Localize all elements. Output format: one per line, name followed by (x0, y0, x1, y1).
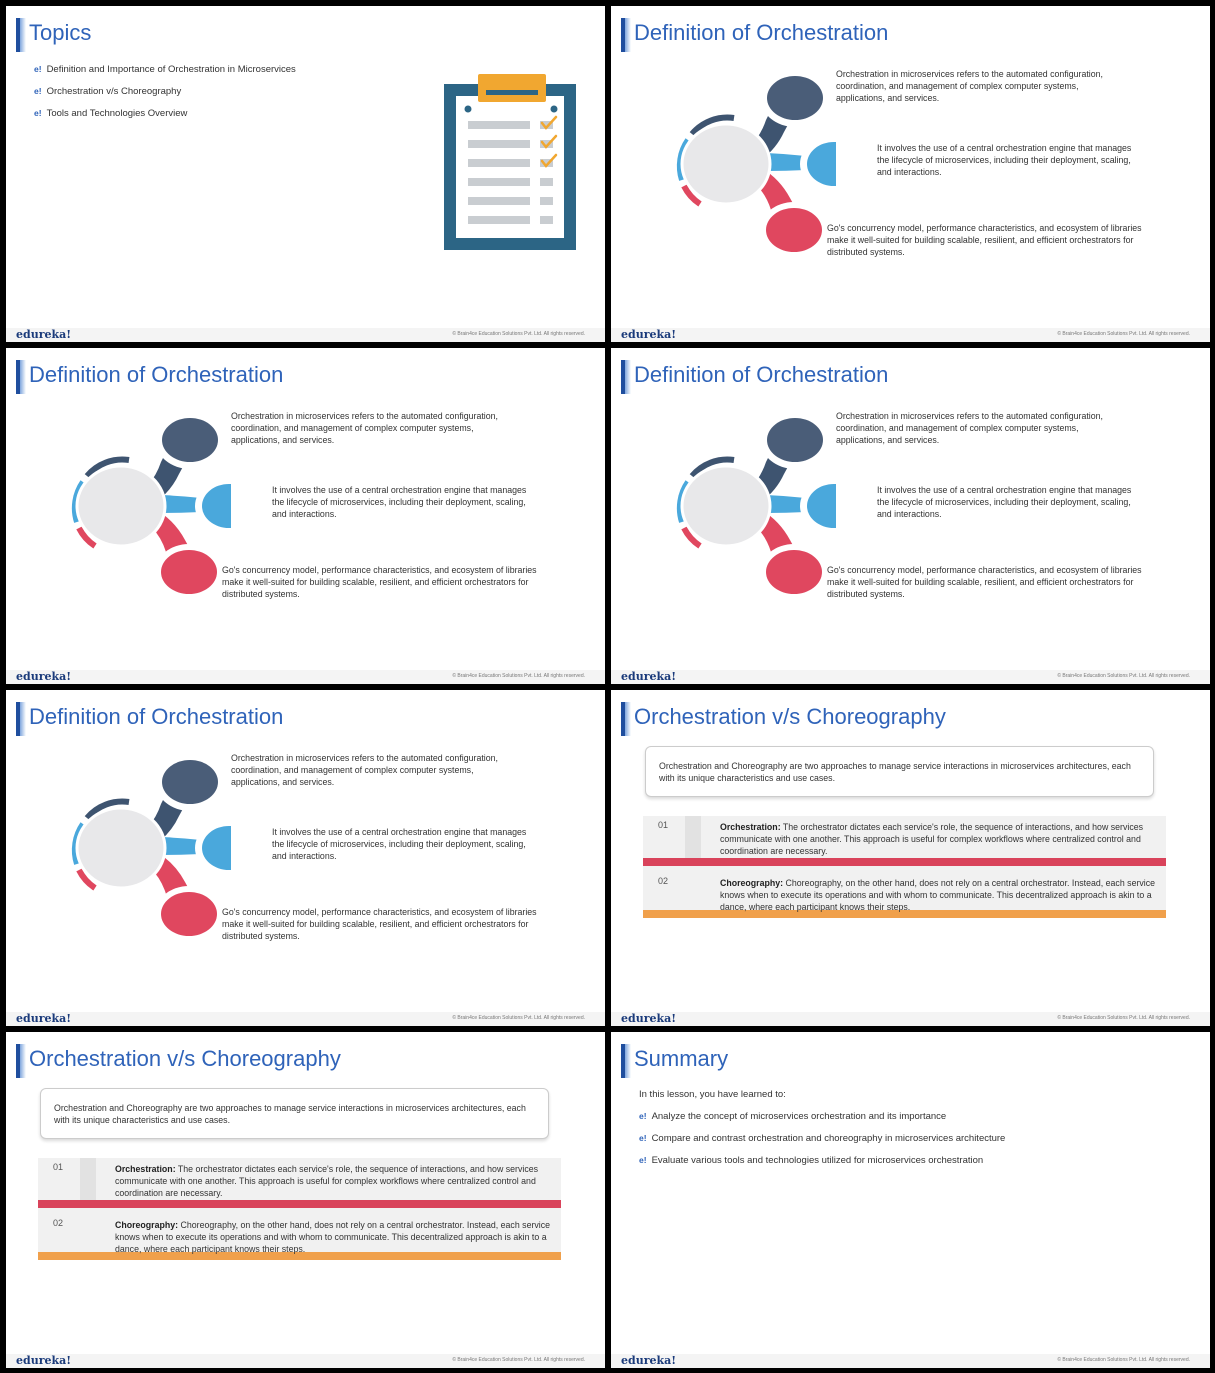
slide-comparison (611, 690, 1210, 1026)
hub-diagram-icon (61, 402, 231, 608)
slide-footer (6, 1354, 605, 1368)
definition-paragraph-1: Orchestration in microservices refers to the automated configuration, coordination, and management of complex computer systems, applications, and services. (836, 69, 1103, 103)
bullet-icon: e! (34, 86, 42, 96)
slide-title: Definition of Orchestration (634, 362, 889, 387)
copyright-text: © Brain4ce Education Solutions Pvt. Ltd. All rights reserved. (1057, 1015, 1190, 1021)
row-band-red (38, 1200, 561, 1208)
definition-paragraph-1: Orchestration in microservices refers to the automated configuration, coordination, and management of complex computer systems, applications, and services. (836, 411, 1103, 445)
title-accent-gradient (20, 18, 26, 52)
slide-definition (611, 6, 1210, 342)
slide-title: Summary (634, 1046, 729, 1071)
hub-diagram-icon (666, 60, 836, 266)
definition-paragraph-3: Go's concurrency model, performance characteristics, and ecosystem of libraries make it well-suited for building scalable, resilient, and efficient orchestrators for distributed systems. (222, 565, 537, 599)
slide-footer (611, 670, 1210, 684)
topic-item: e! Tools and Technologies Overview (34, 108, 188, 119)
edureka-logo: edureka! (621, 1012, 677, 1025)
edureka-logo: edureka! (16, 1012, 72, 1025)
definition-paragraph-3: Go's concurrency model, performance characteristics, and ecosystem of libraries make it well-suited for building scalable, resilient, and efficient orchestrators for distributed systems. (827, 565, 1142, 599)
slide-footer (6, 328, 605, 342)
slide-title: Definition of Orchestration (29, 362, 284, 387)
edureka-logo: edureka! (621, 1354, 677, 1367)
slide-title: Definition of Orchestration (29, 704, 284, 729)
definition-paragraph-3: Go's concurrency model, performance characteristics, and ecosystem of libraries make it well-suited for building scalable, resilient, and efficient orchestrators for distributed systems. (827, 223, 1142, 257)
slide-title: Orchestration v/s Choreography (634, 704, 946, 729)
slide-title: Orchestration v/s Choreography (29, 1046, 341, 1071)
slide-footer (611, 1354, 1210, 1368)
copyright-text: © Brain4ce Education Solutions Pvt. Ltd. All rights reserved. (1057, 1357, 1190, 1363)
slide-definition (611, 348, 1210, 684)
definition-paragraph-1: Orchestration in microservices refers to the automated configuration, coordination, and management of complex computer systems, applications, and services. (231, 411, 498, 445)
definition-paragraph-1: Orchestration in microservices refers to the automated configuration, coordination, and management of complex computer systems, applications, and services. (231, 753, 498, 787)
row-band-red (643, 858, 1166, 866)
slide-footer (611, 328, 1210, 342)
copyright-text: © Brain4ce Education Solutions Pvt. Ltd. All rights reserved. (452, 331, 585, 337)
slide-summary (611, 1032, 1210, 1368)
edureka-logo: edureka! (16, 328, 72, 341)
copyright-text: © Brain4ce Education Solutions Pvt. Ltd. All rights reserved. (1057, 673, 1190, 679)
choreography-description: Choreography: Choreography, on the other hand, does not rely on a central orchestrator. Instead, each service knows when to execute its operations and with whom to communicate. This decentralized approach is akin to a dance, where each participant knows their steps. (115, 1220, 551, 1254)
title-accent-gradient (625, 1044, 631, 1078)
edureka-logo: edureka! (16, 670, 72, 683)
bullet-icon: e! (639, 1133, 647, 1143)
bullet-icon: e! (639, 1155, 647, 1165)
hub-diagram-icon (666, 402, 836, 608)
slide-definition (6, 690, 605, 1026)
clipboard-checklist-icon (442, 72, 578, 252)
orchestration-description: Orchestration: The orchestrator dictates each service's role, the sequence of interactions, and how services communicate with one another. This approach is useful for complex workflows where centralized control and coordination are necessary. (720, 822, 1144, 856)
title-accent-gradient (625, 18, 631, 52)
bullet-icon: e! (34, 108, 42, 118)
topic-item: e! Orchestration v/s Choreography (34, 86, 182, 97)
title-accent-gradient (20, 360, 26, 394)
row-number: 01 (658, 820, 669, 830)
copyright-text: © Brain4ce Education Solutions Pvt. Ltd. All rights reserved. (1057, 331, 1190, 337)
summary-intro: In this lesson, you have learned to: (639, 1089, 786, 1100)
slide-title: Definition of Orchestration (634, 20, 889, 45)
copyright-text: © Brain4ce Education Solutions Pvt. Ltd. All rights reserved. (452, 1015, 585, 1021)
definition-paragraph-2: It involves the use of a central orchestration engine that manages the lifecycle of microservices, including their deployment, scaling, and interactions. (272, 485, 527, 519)
definition-paragraph-2: It involves the use of a central orchestration engine that manages the lifecycle of microservices, including their deployment, scaling, and interactions. (877, 485, 1132, 519)
orchestration-description: Orchestration: The orchestrator dictates each service's role, the sequence of interactions, and how services communicate with one another. This approach is useful for complex workflows where centralized control and coordination are necessary. (115, 1164, 539, 1198)
comparison-intro-box: Orchestration and Choreography are two approaches to manage service interactions in microservices architectures, each with its unique characteristics and use cases. (40, 1088, 549, 1139)
definition-paragraph-2: It involves the use of a central orchestration engine that manages the lifecycle of microservices, including their deployment, scaling, and interactions. (877, 143, 1132, 177)
hub-diagram-icon (61, 744, 231, 950)
edureka-logo: edureka! (621, 670, 677, 683)
slide-footer (6, 1012, 605, 1026)
slide-topics (6, 6, 605, 342)
bullet-icon: e! (34, 64, 42, 74)
edureka-logo: edureka! (621, 328, 677, 341)
comparison-intro-box: Orchestration and Choreography are two approaches to manage service interactions in microservices architectures, each with its unique characteristics and use cases. (645, 746, 1154, 797)
slide-comparison (6, 1032, 605, 1368)
summary-item: e! Analyze the concept of microservices orchestration and its importance (639, 1111, 947, 1122)
title-accent-gradient (20, 1044, 26, 1078)
summary-item: e! Evaluate various tools and technologies utilized for microservices orchestration (639, 1155, 984, 1166)
copyright-text: © Brain4ce Education Solutions Pvt. Ltd. All rights reserved. (452, 673, 585, 679)
summary-item: e! Compare and contrast orchestration and choreography in microservices architecture (639, 1133, 1006, 1144)
slide-footer (611, 1012, 1210, 1026)
slide-title: Topics (29, 20, 92, 45)
slide-footer (6, 670, 605, 684)
definition-paragraph-2: It involves the use of a central orchestration engine that manages the lifecycle of microservices, including their deployment, scaling, and interactions. (272, 827, 527, 861)
title-accent-gradient (625, 702, 631, 736)
title-accent-gradient (20, 702, 26, 736)
definition-paragraph-3: Go's concurrency model, performance characteristics, and ecosystem of libraries make it well-suited for building scalable, resilient, and efficient orchestrators for distributed systems. (222, 907, 537, 941)
row-number: 02 (658, 876, 669, 886)
title-accent-gradient (625, 360, 631, 394)
row-number: 01 (53, 1162, 64, 1172)
copyright-text: © Brain4ce Education Solutions Pvt. Ltd. All rights reserved. (452, 1357, 585, 1363)
slide-definition (6, 348, 605, 684)
topic-item: e! Definition and Importance of Orchestration in Microservices (34, 64, 296, 75)
edureka-logo: edureka! (16, 1354, 72, 1367)
bullet-icon: e! (639, 1111, 647, 1121)
choreography-description: Choreography: Choreography, on the other hand, does not rely on a central orchestrator. Instead, each service knows when to execute its operations and with whom to communicate. This decentralized approach is akin to a dance, where each participant knows their steps. (720, 878, 1156, 912)
row-number: 02 (53, 1218, 64, 1228)
